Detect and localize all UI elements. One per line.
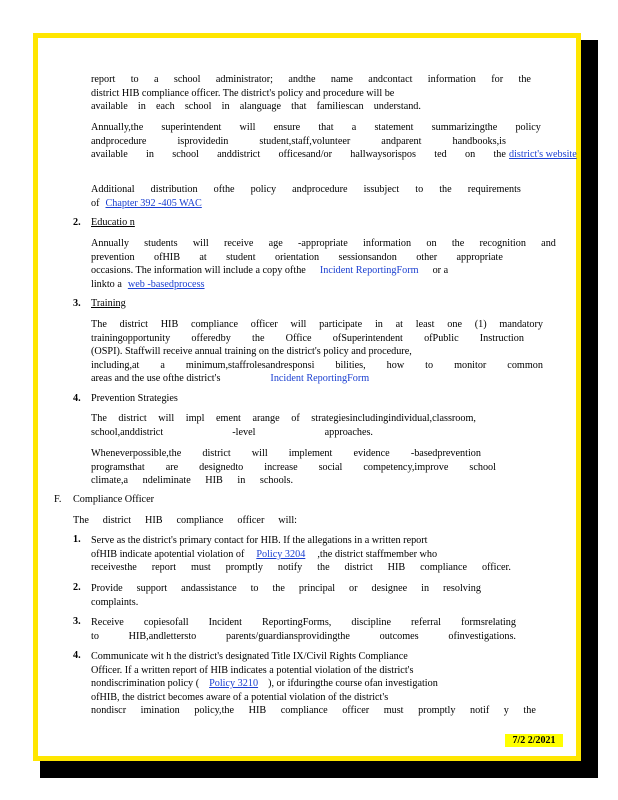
incident-reporting-form-link[interactable]: Incident ReportingForm [319,265,419,277]
text-line: Annually students will receive age -appropriate information on the recognition and [91,238,556,249]
paragraph-annually [91,121,577,162]
district-website-link[interactable]: district's website [509,149,577,160]
text-line: to HIB,andlettersto parents/guardiansprovidingthe outcomes ofinvestigations. [91,630,516,642]
item-number: 4. [73,393,81,404]
item-number: 2. [73,582,81,593]
item-number: 2. [73,217,81,228]
text-line: available in school anddistrict officesand/or hallwaysorispos ted on the [91,149,506,161]
paragraph-evidence [91,447,496,488]
text-span: areas and the use ofthe district's [91,373,221,385]
text-span: nondiscrimination policy ( [91,678,200,690]
text-line: climate,a ndeliminate HIB in schools. [91,475,293,487]
item-number: 1. [73,534,81,545]
paragraph-education [91,237,556,291]
text-line: report to a school administrator; andthe name andcontact information for the [91,74,531,85]
text-line: nondiscr imination policy,the HIB compliance officer must promptly notif y the [91,705,536,717]
paragraph-prevention [91,412,476,439]
web-based-process-link[interactable]: web -basedprocess [127,278,205,290]
paragraph-training [91,318,543,386]
text-line: Communicate wit h the district's designated Title IX/Civil Rights Compliance [91,651,408,662]
chapter-wac-link[interactable]: Chapter 392 -405 WAC [105,197,202,209]
text-line: The district HIB compliance officer will: [73,515,297,526]
text-span: of [91,197,100,209]
text-line: Officer. If a written report of HIB indicates a potential violation of the district's [91,664,414,676]
text-line: trainingopportunity offeredby the Office ofSuperintendent ofPublic Instruction [91,332,524,344]
text-line: andprocedure isprovidedin student,staff,volunteer andparent handbooks,is [91,135,506,147]
text-line: school,anddistrict -level approaches. [91,426,373,438]
text-line: ofHIB, the district becomes aware of a potential violation of the district's [91,691,389,703]
heading-education: Educatio n [91,217,135,228]
text-line: (OSPI). Staffwill receive annual training on the district's policy and procedure, [91,346,412,358]
text-span: ,the district staffmember who [317,548,438,560]
text-line: Serve as the district's primary contact for HIB. If the allegations in a written report [91,535,428,546]
text-line: The district HIB compliance officer will participate in at least one (1) mandatory [91,319,543,330]
policy-3210-link[interactable]: Policy 3210 [209,678,259,690]
paragraph-intro [73,514,297,528]
text-span: linkto a [91,278,122,290]
text-line: Provide support andassistance to the principal or designee in resolving [91,583,481,594]
text-line: available in each school in alanguage that familiescan understand. [91,101,421,113]
paragraph-distribution [91,183,521,210]
text-line: programsthat are designedto increase social competency,improve school [91,461,496,473]
text-span: ofHIB indicate apotential violation of [91,548,245,560]
item-number: 3. [73,298,81,309]
text-line: Additional distribution ofthe policy andprocedure issubject to the requirements [91,184,521,195]
text-line: Annually,the superintendent will ensure that a statement summarizingthe policy [91,122,541,133]
incident-reporting-form-link[interactable]: Incident ReportingForm [270,373,370,385]
text-line: Wheneverpossible,the district will implement evidence -basedprevention [91,448,481,459]
paragraph-reporting [91,73,531,114]
item-number: 3. [73,616,81,627]
paragraph-support [91,582,481,609]
date-stamp: 7/2 2/2021 [505,734,563,747]
text-span: ), or ifduringthe course ofan investigation [268,678,438,690]
text-line: The district will impl ement arange of strategiesincludingindividual,classroom, [91,413,476,424]
heading-compliance-officer: Compliance Officer [73,494,154,505]
text-line: district HIB compliance officer. The district's policy and procedure will be [91,87,395,99]
heading-prevention: Prevention Strategies [91,393,178,404]
paragraph-primary-contact [91,534,541,575]
text-line: receivesthe report must promptly notify the district HIB compliance officer. [91,562,511,574]
text-line: including,at a minimum,staffrolesandresponsi bilities, how to monitor common [91,359,543,371]
policy-3204-link[interactable]: Policy 3204 [256,548,306,560]
text-line: complaints. [91,596,139,608]
paragraph-receive [91,616,516,643]
text-line: prevention ofHIB at student orientation sessionsandon other appropriate [91,251,503,263]
item-number: 4. [73,650,81,661]
text-span: occasions. The information will include a copy ofthe [91,265,306,277]
paragraph-communicate [91,650,536,718]
section-letter: F. [54,494,62,505]
text-line: Receive copiesofall Incident ReportingForms, discipline referral formsrelating [91,617,516,628]
heading-training: Training [91,298,126,309]
text-span: or a [432,265,449,277]
